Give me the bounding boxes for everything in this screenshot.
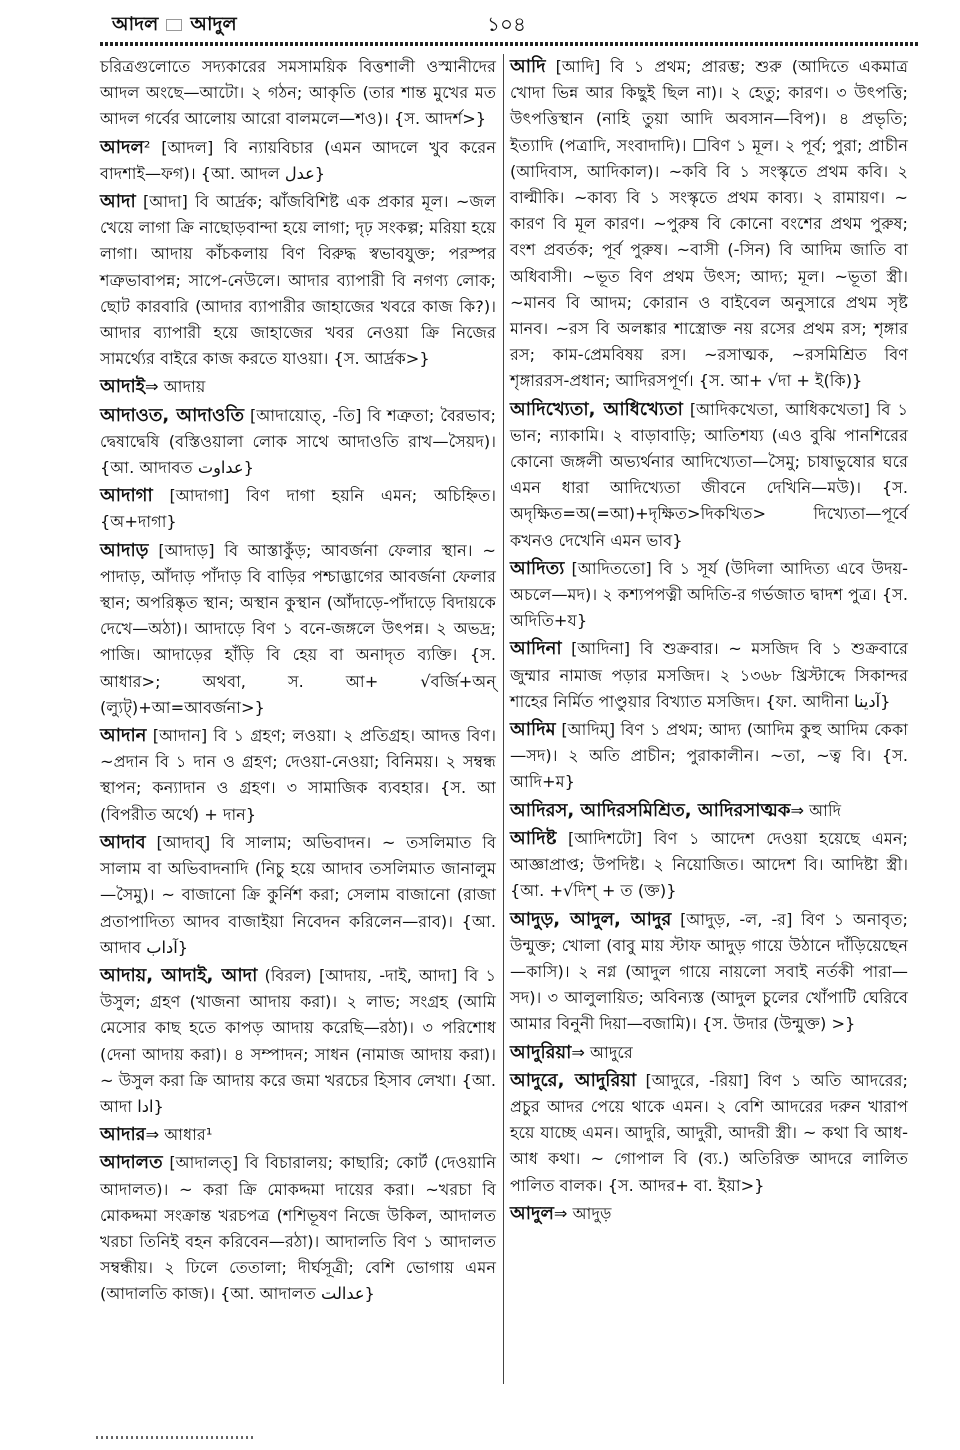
dictionary-entry [100, 483, 496, 535]
entry-headword: আদাব [100, 831, 146, 853]
entry-headword: আদিম [510, 719, 556, 741]
entry-definition: [আদি] বি ১ প্রথম; প্রারম্ভ; শুরু (আদিতে একমাত্র খোদা ভিন্ন আর কিছুই ছিল না)। ২ হেতু; কারণ। ৩ উৎপত্তি; উৎপত্তিস্থান (নাহি তুয়া আদি অবসান—বিপ)। ৪ প্রভৃতি; ইত্যাদি (পত্রাদি, সংবাদাদি)। ☐বিণ ১ মূল। ২ পূর্ব; পুরা; প্রাচীন (আদিবাস, আদিকাল)। ~কবি বি ১ সংস্কৃতে প্রথম কবি। ২ বাল্মীকি। ~কাব্য বি ১ সংস্কৃতে প্রথম কাব্য। ২ রামায়ণ। ~ কারণ বি মূল কারণ। ~পুরুষ বি কোনো বংশের প্রথম পুরুষ; বংশ প্রবর্তক; পূর্ব পুরুষ। ~বাসী (-সিন) বি আদিম জাতি বা অধিবাসী। ~ভূত বিণ প্রথম উৎস; আদ্য; মূল। ~ভূতা স্ত্রী। ~মানব বি আদম; কোরান ও বাইবেল অনুসারে প্রথম সৃষ্ট মানব। ~রস বি অলঙ্কার শাস্ত্রোক্ত নয় রসের প্রথম রস; শৃঙ্গার রস; কাম-প্রেমবিষয় রস। ~রসাত্মক, ~রসমিশ্রিত বিণ শৃঙ্গাররস-প্রধান; আদিরসপূর্ণ। {স. আ+ √দা + ই(কি)} [510, 57, 908, 391]
entry-headword: আদাগা [100, 485, 153, 507]
header-rule [100, 42, 920, 46]
dictionary-entry [510, 636, 908, 715]
entry-definition: [আদুড়, -ল, -র] বিণ ১ অনাবৃত; উন্মুক্ত; খোলা (বাবু মায় স্টাফ আদুড় গায়ে উঠানে দাঁড়িয়েছেন—কাসি)। ২ নগ্ন (আদুল গায়ে নায়লো সবাই নর্তকী পারা—সদ)। ৩ আলুলায়িত; অবিন্যস্ত (আদুল চুলের খোঁপাটি ঘেরিবে আমার বিনুনী দিয়া—বজামি)। {স. উদার (উন্মুক্ত) >} [510, 909, 908, 1034]
entry-definition: [আদিকখেতা, আধিকখেতা] বি ১ ভান; ন্যাকামি। ২ বাড়াবাড়ি; আতিশয্য (এও বুঝি পানশিরের কোনো জঙ্গলী অভ্যর্থনার আদিখ্যেতা—সৈমু; চাষাভুষোর ঘরে এমন ধারা আদিখ্যেতা জীবনে দেখিনি—মউ)। {স. অদৃক্ষিত=অ(=আ)+দৃক্ষিত>দিকখিত> দিখ্যেতা—পূর্বে কখনও দেখেনি এমন ভাব} [510, 399, 908, 550]
entry-definition: ⇒ আদুরে [571, 1042, 633, 1062]
entry-headword: আদি [510, 56, 546, 77]
dictionary-entry [510, 1201, 908, 1227]
footer-dots [96, 1436, 256, 1439]
entry-headword: আদিত্য [510, 557, 565, 579]
entry-headword: আদায়, আদাই, আদা [100, 964, 258, 986]
entry-headword: আদুরিয়া [510, 1041, 572, 1063]
entry-definition: [আদালত্] বি বিচারালয়; কাছারি; কোর্ট (দেওয়ানি আদালত)। ~ করা ক্রি মোকদ্দমা দায়ের করা। ~খরচা বি মোকদ্দমা সংক্রান্ত খরচপত্র (শশিভূষণ নিজে উকিল, আদালত খরচা তিনিই বহন করিবেন—রঠা)। আদালতি বিণ ১ আদালত সম্বন্ধীয়। ২ ঢিলে তেতালা; দীর্ঘসূত্রী; বেশি ভোগায় এমন (আদালতি কাজ)। {আ. আদালত عدالت} [100, 1153, 496, 1304]
guide-word-right: আদুল [190, 13, 237, 35]
page-header [112, 8, 912, 38]
dictionary-entry [100, 403, 496, 482]
entry-definition: [আদা] বি আর্দ্রক; ঝাঁজবিশিষ্ট এক প্রকার মূল। ~জল খেয়ে লাগা ক্রি নাছোড়বান্দা হয়ে লাগা; দৃঢ় সংকল্প; মরিয়া হয়ে লাগা। আদায় কাঁচকলায় বিণ বিরুদ্ধ স্বভাবযুক্ত; পরস্পর শত্রুভাবাপন্ন; সাপে-নেউলে। আদার ব্যাপারী বি নগণ্য লোক; ছোট কারবারি (আদার ব্যাপারীর জাহাজের খবরে কাজ কি?)। আদার ব্যাপারী হয়ে জাহাজের খবর নেওয়া ক্রি নিজের সামর্থ্যের বাইরে কাজ করতে যাওয়া। {স. আর্দ্রক>} [100, 192, 496, 369]
dictionary-entry [100, 54, 496, 133]
entry-definition: ⇒ আধার¹ [145, 1125, 213, 1145]
dictionary-entry [510, 1040, 908, 1066]
dictionary-entry [100, 963, 496, 1120]
dictionary-entry [100, 1150, 496, 1307]
dictionary-entry [510, 826, 908, 905]
entry-headword: আদাই [100, 376, 146, 398]
dictionary-entry [100, 374, 496, 400]
dictionary-entry [510, 907, 908, 1038]
dictionary-entry [100, 135, 496, 187]
page-number: ১০৪ [487, 12, 526, 36]
entry-definition: [আদাগা] বিণ দাগা হয়নি এমন; অচিহ্নিত। {অ+দাগা} [100, 486, 496, 532]
dictionary-entry [100, 1122, 496, 1148]
entry-definition: [আদিনা] বি শুক্রবার। ~ মসজিদ বি ১ শুক্রবারে জুম্মার নামাজ পড়ার মসজিদ। ২ ১৩৬৮ খ্রিস্টাব্দে সিকান্দর শাহের নির্মিত পাণ্ডুয়ার বিখ্যাত মসজিদ। {ফা. আদীনা آدينا} [510, 639, 908, 711]
entry-definition: [আদিশটো] বিণ ১ আদেশ দেওয়া হয়েছে এমন; আজ্ঞাপ্রাপ্ত; উপদিষ্ট। ২ নিয়োজিত। আদেশ বি। আদিষ্টা স্ত্রী। {আ. +√দিশ্ + ত (ক্ত)} [510, 828, 908, 901]
dictionary-entry [510, 54, 908, 395]
dictionary-entry [510, 717, 908, 796]
right-column [510, 54, 908, 1229]
entry-definition: চরিত্রগুলোতে সদ্যকারের সমসাময়িক বিত্তশালী ওস্মানীদের আদল অংছে—আটো। ২ গঠন; আকৃতি (তার শান্ত মুখের মত আদল গর্বের আলোয় আরো বালমলে—শও)। {স. আদর্শ>} [100, 57, 496, 129]
entry-definition: [আদিম্] বিণ ১ প্রথম; আদ্য (আদিম কুহু আদিম কেকা—সদ)। ২ অতি প্রাচীন; পুরাকালীন। ~তা, ~ত্ব বি। {স. আদি+ম} [510, 720, 908, 792]
dictionary-entry [100, 189, 496, 372]
entry-definition: ⇒ আদুড় [553, 1203, 612, 1223]
entry-definition: [আদুরে, -রিয়া] বিণ ১ অতি আদরের; প্রচুর আদর পেয়ে থাকে এমন। ২ বেশি আদরের দরুন খারাপ হয়ে যাচ্ছে এমন। আদুরি, আদুরী, আদরী স্ত্রী। ~ কথা বি আধ-আধ কথা। ~ গোপাল বি (ব্য.) অতিরিক্ত আদরে লালিত পালিত বালক। {স. আদর+ বা. ইয়া>} [510, 1070, 908, 1195]
entry-definition: [আদান] বি ১ গ্রহণ; লওয়া। ২ প্রতিগ্রহ। আদত্ত বিণ। ~প্রদান বি ১ দান ও গ্রহণ; দেওয়া-নেওয়া; বিনিময়। ২ সম্বন্ধ স্থাপন; কন্যাদান ও গ্রহণ। ৩ সামাজিক ব্যবহার। {স. আ (বিপরীত অর্থে) + দান} [100, 726, 496, 824]
entry-definition: [আদিততো] বি ১ সূর্য (উদিলা আদিত্য এবে উদয়-অচলে—মদ)। ২ কশ্যপপত্নী অদিতি-র গর্ভজাত দ্বাদশ পুত্র। {স. অদিতি+য} [510, 558, 908, 631]
guide-words [112, 10, 237, 42]
dictionary-entry [510, 556, 908, 635]
entry-headword: আদার [100, 1124, 146, 1146]
entry-definition: [আদাব্] বি সালাম; অভিবাদন। ~ তসলিমাত বি সালাম বা অভিবাদনাদি (নিচু হয়ে আদাব তসলিমাত জানালুম—সৈমু)। ~ বাজানো ক্রি কুর্নিশ করা; সেলাম বাজানো (রাজা প্রতাপাদিত্য আদব বাজাইয়া নিবেদন করিলেন—রাব)। {আ. আদাব آداب} [100, 832, 496, 957]
guide-separator-icon [166, 19, 182, 31]
entry-headword: আদাড় [100, 539, 149, 561]
entry-headword: আদালত [100, 1152, 163, 1174]
entry-definition: (বিরল) [আদায়, -দাই, আদা] বি ১ উসুল; গ্রহণ (খাজনা আদায় করা)। ২ লাভ; সংগ্রহ (আমি মেসোর কাছ হতে কাপড় আদায় করেছি—রঠা)। ৩ পরিশোধ (দেনা আদায় করা)। ৪ সম্পাদন; সাধন (নামাজ আদায় করা)। ~ উসুল করা ক্রি আদায় করে জমা খরচের হিসাব লেখা। {আ. আদা ادا} [100, 965, 496, 1116]
entry-definition: ² [আদল] বি ন্যায়বিচার (এমন আদলে খুব করেন বাদশাই—ফগ)। {আ. আদল عدل} [100, 137, 496, 183]
entry-headword: আদল [100, 136, 144, 158]
dictionary-entry [100, 830, 496, 961]
entry-headword: আদিখ্যেতা, আধিখ্যেতা [510, 398, 683, 420]
left-column [100, 54, 496, 1310]
dictionary-entry [510, 397, 908, 554]
entry-headword: আদা [100, 191, 136, 213]
entry-headword: আদিরস, আদিরসমিশ্রিত, আদিরসাত্মক [510, 799, 791, 821]
entry-headword: আদুরে, আদুরিয়া [510, 1069, 637, 1091]
entry-definition: ⇒ আদায় [145, 377, 206, 397]
entry-headword: আদিষ্ট [510, 827, 557, 849]
entry-headword: আদিনা [510, 638, 562, 660]
entry-definition: [আদাড়] বি আস্তাকুঁড়; আবর্জনা ফেলার স্থান। ~ পাদাড়, আঁদাড় পাঁদাড় বি বাড়ির পশ্চাদ্ভাগের আবর্জনা ফেলার স্থান; অপরিষ্কৃত স্থান; অস্থান কুস্থান (আঁদাড়ে-পাঁদাড়ে বিদায়কে দেখে—অঠা)। আদাড়ে বিণ ১ বনে-জঙ্গলে উৎপন্ন। ২ অভদ্র; পাজি। আদাড়ের হাঁড়ি বি হেয় বা অনাদৃত ব্যক্তি। {স. আধার>; অথবা, স. আ+ √বর্জি+অন্ (ল্যুট্)+আ=আবর্জনা>} [100, 540, 496, 717]
entry-definition: ⇒ আদি [790, 800, 842, 820]
entry-headword: আদাওত, আদাওতি [100, 404, 244, 426]
guide-word-left: আদল [112, 13, 159, 35]
dictionary-entry [510, 798, 908, 824]
dictionary-entry [100, 723, 496, 828]
dictionary-entry [510, 1068, 908, 1199]
entry-headword: আদান [100, 725, 147, 747]
dictionary-entry [100, 538, 496, 721]
entry-headword: আদুল [510, 1202, 554, 1224]
column-divider [503, 54, 504, 1384]
entry-headword: আদুড়, আদুল, আদুর [510, 908, 672, 930]
entry-definition: [আদায়োত্, -তি] বি শত্রুতা; বৈরভাব; দ্বেষাদ্বেষি (বস্তিওয়ালা লোক সাথে আদাওতি রাখ—সৈয়দ)। {আ. আদাবত عداوت} [100, 405, 496, 478]
